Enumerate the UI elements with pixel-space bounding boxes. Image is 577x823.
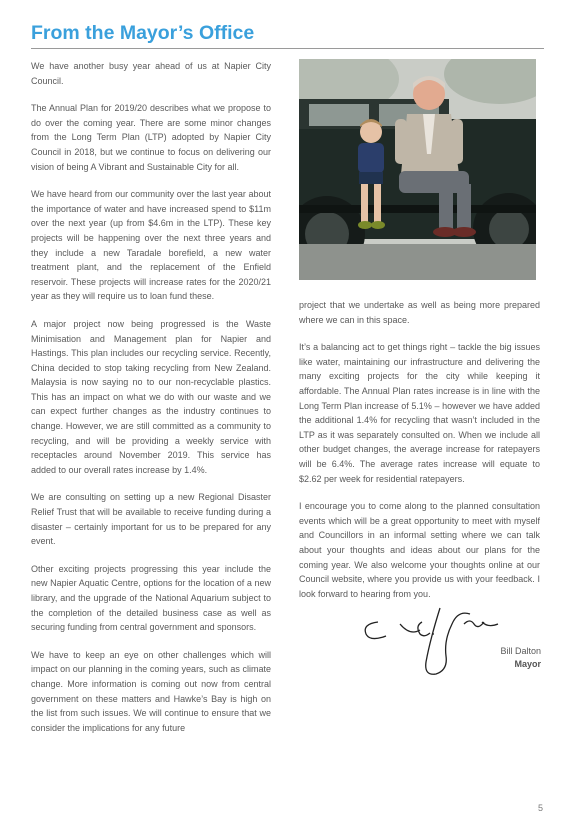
- mayor-signature: [360, 600, 500, 680]
- signoff-name: Bill Dalton: [500, 646, 541, 656]
- paragraph-disaster-relief: We are consulting on setting up a new Regional Disaster Relief Trust that will be available to receive funding during a disaster – certainly important for us to be prepared for any event.: [31, 492, 271, 547]
- signoff-block: [500, 645, 541, 671]
- page-title: From the Mayor’s Office: [31, 22, 255, 44]
- paragraph-waste: A major project now being progressed is the Waste Minimisation and Management plan for Napier and Hastings. This plan includes our recycling service. Recently, China decided to stop taking recycling from New Zealand. Malaysia is now saying no to our non-recyclable plastics. This has an impact on what we do with our waste and we can expect further changes as the industry continues to change. However, we are still committed as a community to recycling, and will be providing a weekly service with receptacles around November 2019. This service has added to our overall rates increase by 1.4%.: [31, 318, 271, 475]
- paragraph-annual-plan: The Annual Plan for 2019/20 describes what we propose to do over the coming year. There are some minor changes from the Long Term Plan (LTP) adopted by Napier City Council in 2018, but we continue to focus on delivering our vision of being A Vibrant and Sustainable City for all.: [31, 103, 271, 172]
- title-divider: [31, 48, 544, 49]
- paragraph-continued: project that we undertake as well as being more prepared where we can in this space.: [299, 300, 540, 325]
- paragraph-water: We have heard from our community over the last year about the importance of water and have increased spend to $11m over the next year (up from $4.6m in the LTP). These key projects will be happening over the next three years and they include a new Taradale borefield, a new water treatment plant, and the replacement of the Enfield reservoir. These projects will increase rates for the 2020/21 year as they will require us to loan fund these.: [31, 189, 271, 302]
- signoff-role: Mayor: [514, 659, 541, 669]
- paragraph-consultation: I encourage you to come along to the planned consultation events which will be a great opportunity to meet with myself and Councillors in an informal setting where we can talk about your thoughts and ideas about our plans for the coming year. We also welcome your thoughts online at our Council website, where you provide us with your feedback. I look forward to hearing from you.: [299, 501, 540, 599]
- left-column: [31, 59, 271, 735]
- right-column: [299, 298, 540, 601]
- paragraph-balancing-act: It’s a balancing act to get things right – tackle the big issues like water, maintaining our infrastructure and delivering the many exciting projects for the city while keeping it affordable. The Annual Plan rates increase is in line with the Long Term Plan increase of 5.1% – however we have added the additional 1.4% for recycling that wasn’t included in the LTP as it was separately consulted on. When we include all other budget changes, the average increase for ratepayers will be 6.4%. The average rates increase will equate to $2.62 per week for residential ratepayers.: [299, 342, 540, 484]
- mayor-photo: [299, 59, 536, 280]
- paragraph-projects: Other exciting projects progressing this year include the new Napier Aquatic Centre, options for the location of a new library, and the upgrade of the National Aquarium subject to the completion of the detailed business case as well as securing funding from central government and sponsors.: [31, 563, 271, 633]
- mayor-photo-illustration: [299, 59, 536, 280]
- paragraph-intro: We have another busy year ahead of us at Napier City Council.: [31, 61, 271, 86]
- page-number: 5: [538, 803, 544, 813]
- paragraph-challenges: We have to keep an eye on other challenges which will impact on our planning in the coming years, such as climate change. More information is coming out now from central government on these matters and Hawke’s Bay is high on the list from such issues. We will continue to ensure that we consider the implications for any future: [31, 649, 271, 733]
